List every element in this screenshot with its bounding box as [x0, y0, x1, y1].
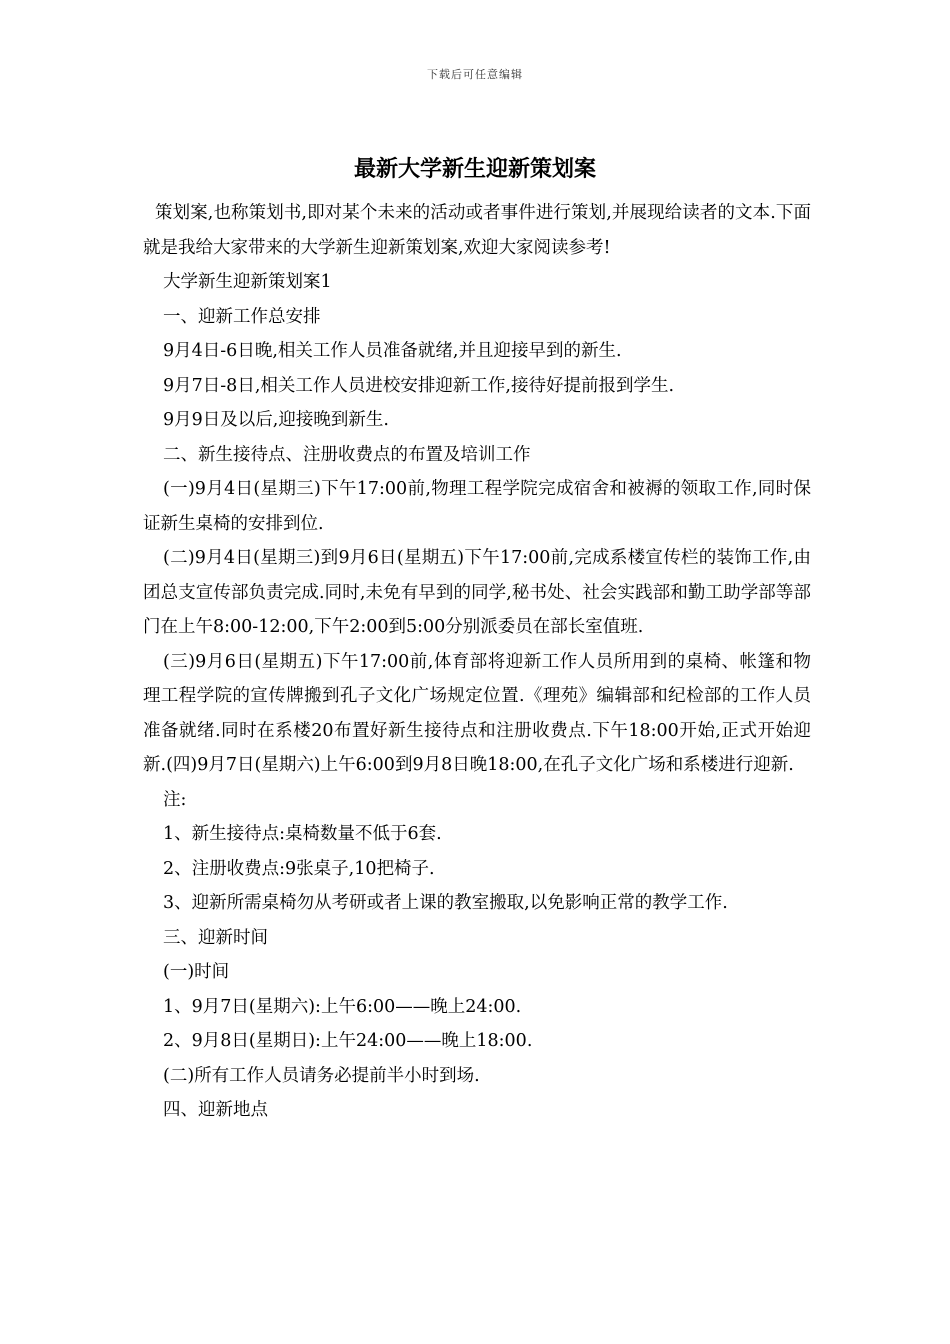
paragraph: (二)9月4日(星期三)到9月6日(星期五)下午17:00前,完成系楼宣传栏的装饰工作,由团总支宣传部负责完成.同时,未免有早到的同学,秘书处、社会实践部和勤工助学部等部门在上午8:00-12:00,下午2:00到5:00分别派委员在部长室值班.	[143, 548, 811, 637]
section-heading-1: 一、迎新工作总安排	[163, 306, 321, 327]
paragraph-intro: 策划案,也称策划书,即对某个未来的活动或者事件进行策划,并展现给读者的文本.下面就是我给大家带来的大学新生迎新策划案,欢迎大家阅读参考!	[143, 203, 811, 258]
note-label: 注:	[163, 789, 187, 810]
header-note: 下载后可任意编辑	[427, 68, 523, 81]
note-item: 3、迎新所需桌椅勿从考研或者上课的教室搬取,以免影响正常的教学工作.	[163, 893, 728, 913]
paragraph: 9月4日-6日晚,相关工作人员准备就绪,并且迎接早到的新生.	[163, 341, 622, 361]
subsection-heading: (一)时间	[163, 962, 230, 982]
paragraph: 9月9日及以后,迎接晚到新生.	[163, 410, 389, 430]
section-heading-2: 二、新生接待点、注册收费点的布置及培训工作	[163, 444, 531, 465]
note-item: 1、新生接待点:桌椅数量不低于6套.	[163, 824, 442, 844]
document-title: 最新大学新生迎新策划案	[353, 157, 596, 182]
paragraph: (一)9月4日(星期三)下午17:00前,物理工程学院完成宿舍和被褥的领取工作,同时保证新生桌椅的安排到位.	[143, 479, 811, 534]
time-item: 2、9月8日(星期日):上午24:00——晚上18:00.	[163, 1031, 533, 1051]
note-item: 2、注册收费点:9张桌子,10把椅子.	[163, 858, 435, 879]
time-item: 1、9月7日(星期六):上午6:00——晚上24:00.	[163, 996, 522, 1017]
paragraph: 9月7日-8日,相关工作人员进校安排迎新工作,接待好提前报到学生.	[163, 375, 675, 396]
paragraph: (三)9月6日(星期五)下午17:00前,体育部将迎新工作人员所用到的桌椅、帐篷和物理工程学院的宣传牌搬到孔子文化广场规定位置.《理苑》编辑部和纪检部的工作人员准备就绪.同时在系楼20布置好新生接待点和注册收费点.下午18:00开始,正式开始迎新.(四)9月7日(星期六)上午6:00到9月8日晚18:00,在孔子文化广场和系楼进行迎新.	[143, 651, 811, 775]
subsection-heading: (二)所有工作人员请务必提前半小时到场.	[163, 1065, 480, 1086]
section-heading-4: 四、迎新地点	[163, 1100, 268, 1120]
document-body	[143, 196, 811, 1128]
section-heading-3: 三、迎新时间	[163, 927, 268, 948]
section-heading-plan: 大学新生迎新策划案1	[163, 272, 332, 292]
